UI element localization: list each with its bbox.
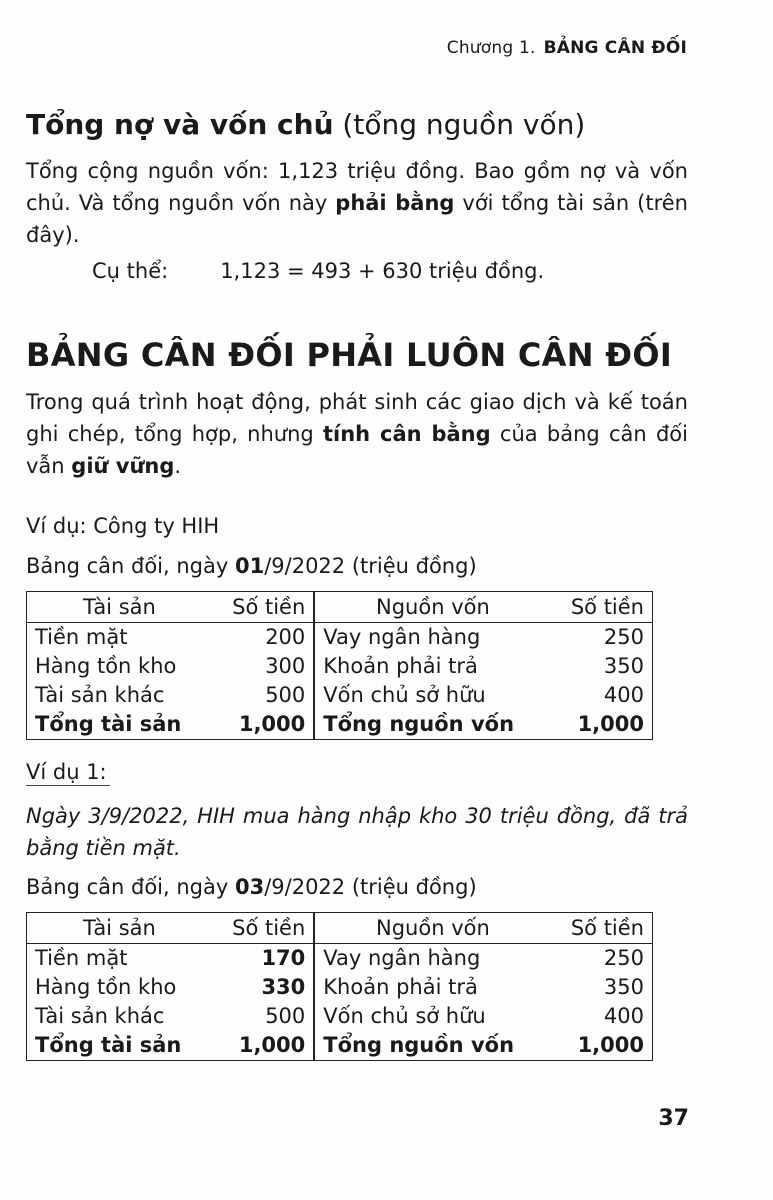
balance-table-2 bbox=[26, 912, 653, 1061]
text: Bảng cân đối, ngày bbox=[26, 554, 235, 578]
table-row bbox=[27, 1002, 653, 1031]
emphasis: 01 bbox=[234, 554, 265, 578]
table-total-row bbox=[27, 710, 653, 740]
header-amount: Số tiền bbox=[212, 592, 315, 623]
section-heading-balance: BẢNG CÂN ĐỐI PHẢI LUÔN CÂN ĐỐI bbox=[26, 336, 673, 374]
source-name: Vốn chủ sở hữu bbox=[323, 1004, 486, 1028]
table-header-row bbox=[27, 592, 653, 623]
source-name: Vay ngân hàng bbox=[323, 946, 481, 970]
example-1-text: Ngày 3/9/2022, HIH mua hàng nhập kho 30 triệu đồng, đã trả bằng tiền mặt. bbox=[26, 804, 688, 860]
example-1-label bbox=[26, 756, 110, 786]
header-sources: Nguồn vốn bbox=[314, 913, 550, 944]
text: Bảng cân đối, ngày bbox=[26, 875, 235, 899]
section-heading-total-liabilities-equity bbox=[26, 108, 585, 141]
emphasis: tính cân bằng bbox=[322, 422, 491, 446]
page-number: 37 bbox=[658, 1106, 689, 1131]
asset-value: 500 bbox=[212, 681, 315, 710]
asset-value: 300 bbox=[212, 652, 315, 681]
asset-name: Tiền mặt bbox=[35, 625, 128, 649]
balance-table-1 bbox=[26, 591, 653, 740]
emphasis: 03 bbox=[234, 875, 265, 899]
source-value: 350 bbox=[603, 654, 644, 678]
asset-name: Tài sản khác bbox=[35, 683, 165, 707]
asset-name: Hàng tồn kho bbox=[35, 975, 177, 999]
table-total-row bbox=[27, 1031, 653, 1061]
heading-bold-part: Tổng nợ và vốn chủ bbox=[26, 108, 334, 141]
total-sources-label: Tổng nguồn vốn bbox=[323, 1033, 515, 1057]
header-assets: Tài sản bbox=[27, 592, 212, 623]
paragraph-balance bbox=[26, 386, 688, 482]
total-assets-value: 1,000 bbox=[212, 710, 315, 740]
table-row bbox=[27, 681, 653, 710]
source-name: Khoản phải trả bbox=[323, 975, 478, 999]
source-value: 400 bbox=[603, 1004, 644, 1028]
text: . bbox=[174, 454, 182, 478]
table-row bbox=[27, 623, 653, 653]
header-assets: Tài sản bbox=[27, 913, 212, 944]
asset-value: 170 bbox=[212, 944, 315, 974]
header-amount2: Số tiền bbox=[551, 592, 653, 623]
header-sources: Nguồn vốn bbox=[314, 592, 550, 623]
table-header-row bbox=[27, 913, 653, 944]
total-sources-value: 1,000 bbox=[577, 712, 644, 736]
text: /9/2022 (triệu đồng) bbox=[264, 875, 477, 899]
chapter-number: Chương 1. bbox=[446, 38, 536, 58]
source-name: Vay ngân hàng bbox=[323, 625, 481, 649]
total-sources-label: Tổng nguồn vốn bbox=[323, 712, 515, 736]
asset-value: 330 bbox=[212, 973, 315, 1002]
text: Tổng cộng nguồn vốn: 1,123 triệu đồng. Bao gồm nợ và vốn chủ. Và tổng nguồn vốn này bbox=[26, 159, 688, 215]
header-amount: Số tiền bbox=[212, 913, 315, 944]
formula-value: 1,123 = 493 + 630 triệu đồng. bbox=[220, 259, 545, 283]
running-header bbox=[447, 38, 687, 58]
total-assets-label: Tổng tài sản bbox=[35, 712, 182, 736]
source-value: 400 bbox=[603, 683, 644, 707]
table2-caption bbox=[26, 871, 477, 903]
total-sources-value: 1,000 bbox=[577, 1033, 644, 1057]
example-company: Ví dụ: Công ty HIH bbox=[26, 514, 220, 538]
source-value: 250 bbox=[603, 946, 644, 970]
paragraph-total-sources bbox=[26, 155, 688, 251]
source-name: Khoản phải trả bbox=[323, 654, 478, 678]
heading-rest: (tổng nguồn vốn) bbox=[333, 108, 586, 141]
header-amount2: Số tiền bbox=[551, 913, 653, 944]
text: của bảng cân đối vẫn bbox=[26, 422, 688, 478]
table-row bbox=[27, 973, 653, 1002]
table1-caption bbox=[26, 550, 477, 582]
source-value: 350 bbox=[603, 975, 644, 999]
chapter-title: BẢNG CÂN ĐỐI bbox=[543, 38, 687, 58]
text: Trong quá trình hoạt động, phát sinh các giao dịch và kế toán ghi chép, tổng hợp, nhưng bbox=[26, 390, 688, 446]
asset-value: 200 bbox=[212, 623, 315, 653]
emphasis: phải bằng bbox=[335, 191, 455, 215]
text: /9/2022 (triệu đồng) bbox=[264, 554, 477, 578]
table-row bbox=[27, 944, 653, 974]
asset-name: Tiền mặt bbox=[35, 946, 128, 970]
asset-name: Tài sản khác bbox=[35, 1004, 165, 1028]
formula-label: Cụ thể: bbox=[92, 259, 169, 283]
source-value: 250 bbox=[603, 625, 644, 649]
source-name: Vốn chủ sở hữu bbox=[323, 683, 486, 707]
total-assets-value: 1,000 bbox=[212, 1031, 315, 1061]
asset-name: Hàng tồn kho bbox=[35, 654, 177, 678]
total-assets-label: Tổng tài sản bbox=[35, 1033, 182, 1057]
text: với tổng tài sản (trên đây). bbox=[26, 191, 688, 247]
table-row bbox=[27, 652, 653, 681]
underline bbox=[26, 785, 110, 786]
asset-value: 500 bbox=[212, 1002, 315, 1031]
text: Ví dụ 1: bbox=[26, 760, 107, 784]
formula-line bbox=[92, 255, 544, 287]
emphasis: giữ vững bbox=[71, 454, 175, 478]
